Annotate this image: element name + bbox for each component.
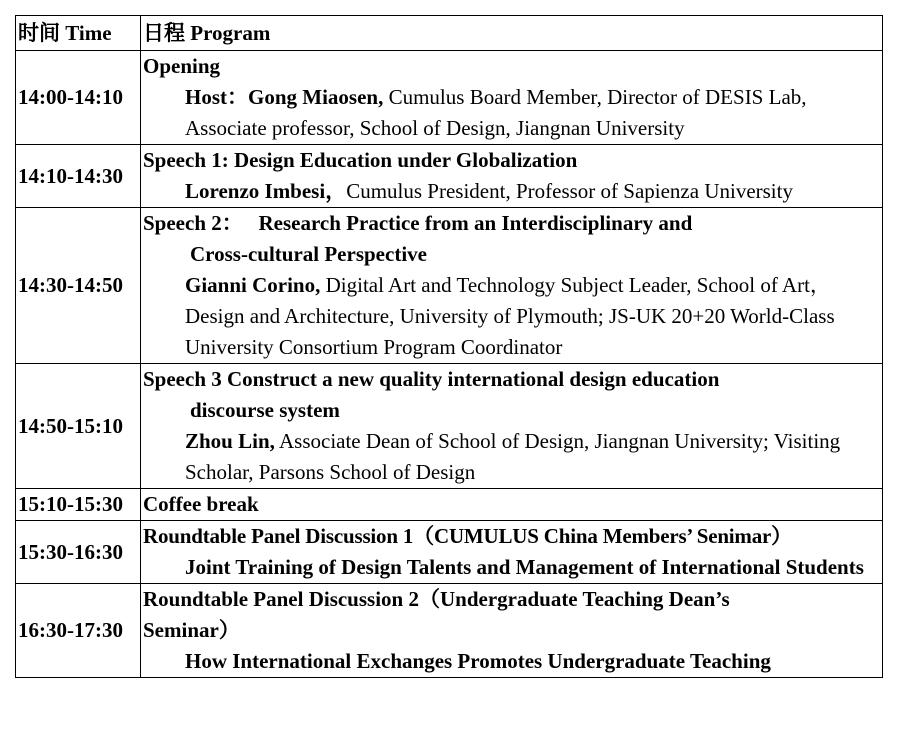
discussion-topic: Joint Training of Design Talents and Management of International Students — [185, 555, 864, 579]
row-program — [141, 364, 883, 489]
speaker-description: Cumulus President, Professor of Sapienza University — [346, 179, 793, 203]
session-title-line2: Cross-cultural Perspective — [190, 242, 427, 266]
session-title: Opening — [143, 54, 221, 78]
row-time: 14:10-14:30 — [16, 145, 141, 208]
table-row — [16, 145, 883, 208]
session-title-line1: Speech 2： Research Practice from an Interdisciplinary and — [143, 211, 693, 235]
row-program — [141, 489, 883, 521]
speaker-info — [143, 82, 882, 144]
session-title-line2: Seminar） — [143, 618, 240, 642]
row-program — [141, 51, 883, 145]
speaker-name: Gianni Corino, — [185, 273, 321, 297]
speaker-description: Cumulus Board Member, Director of DESIS Lab, Associate professor, School of Design, Jiangnan University — [185, 85, 807, 140]
speaker-info — [143, 270, 882, 363]
speaker-description: Digital Art and Technology Subject Leader, School of Art， Design and Architecture, University of Plymouth; JS-UK 20+20 World-Class University Consortium Program Coordinator — [185, 273, 835, 359]
table-row — [16, 489, 883, 521]
speaker-name: Zhou Lin, — [185, 429, 275, 453]
speaker-name: Lorenzo Imbesi， — [185, 179, 347, 203]
row-program — [141, 145, 883, 208]
row-program — [141, 208, 883, 364]
row-time: 15:10-15:30 — [16, 489, 141, 521]
row-time: 14:00-14:10 — [16, 51, 141, 145]
discussion-topic: How International Exchanges Promotes Undergraduate Teaching — [185, 649, 771, 673]
speaker-description: Associate Dean of School of Design, Jiangnan University; Visiting Scholar, Parsons School of Design — [185, 429, 841, 484]
schedule-wrapper — [15, 15, 883, 678]
session-title: Speech 1: Design Education under Globalization — [143, 148, 578, 172]
row-time: 14:50-15:10 — [16, 364, 141, 489]
session-title-line1: Roundtable Panel Discussion 2（Undergraduate Teaching Dean’s — [143, 587, 730, 611]
row-time: 16:30-17:30 — [16, 584, 141, 678]
table-row — [16, 521, 883, 584]
program-schedule-table — [15, 15, 883, 678]
table-header-row — [16, 16, 883, 51]
session-title-line1: Speech 3 Construct a new quality international design education — [143, 367, 720, 391]
table-row — [16, 208, 883, 364]
table-row — [16, 584, 883, 678]
row-program — [141, 584, 883, 678]
table-row — [16, 364, 883, 489]
row-time: 15:30-16:30 — [16, 521, 141, 584]
table-row — [16, 51, 883, 145]
session-title: Roundtable Panel Discussion 1（CUMULUS China Members’ Senimar） — [143, 524, 792, 548]
session-title: Coffee break — [143, 492, 259, 516]
speaker-name: Host：Gong Miaosen, — [185, 85, 384, 109]
speaker-info — [143, 176, 882, 207]
row-time: 14:30-14:50 — [16, 208, 141, 364]
header-program: 日程 Program — [141, 16, 883, 51]
row-program — [141, 521, 883, 584]
header-time: 时间 Time — [16, 16, 141, 51]
session-title-line2: discourse system — [190, 398, 340, 422]
speaker-info — [143, 426, 882, 488]
